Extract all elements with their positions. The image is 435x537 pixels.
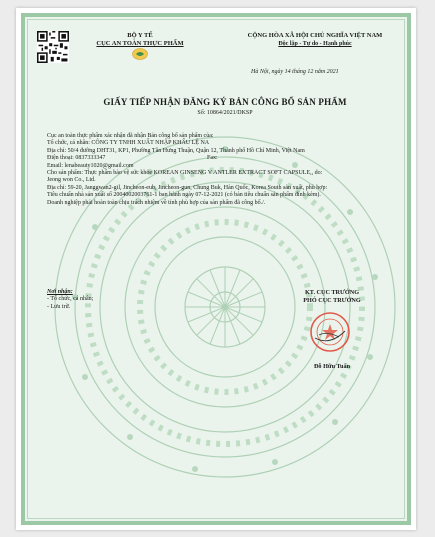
manufacturer-line: Jeong won Co., Ltd. <box>47 177 96 184</box>
signature-subtitle: PHÓ CỤC TRƯỞNG <box>303 296 361 304</box>
document-title: GIẤY TIẾP NHẬN ĐĂNG KÝ BẢN CÔNG BỐ SẢN PHẨM <box>103 97 347 107</box>
signer-name: Đỗ Hữu Tuấn <box>313 363 351 370</box>
national-motto: Độc lập - Tự do - Hạnh phúc <box>278 41 352 47</box>
document-sheet <box>16 8 416 530</box>
country-name: CỘNG HÒA XÃ HỘI CHỦ NGHĨA VIỆT NAM <box>247 32 383 39</box>
signature-block <box>262 289 402 370</box>
standard-line: Tiêu chuẩn nhà sản xuất số 2004002003761-1 ban hành ngày 07-12-2021 (có bản tiêu chuẩn sản phẩm đính kèm). <box>47 192 321 199</box>
qr-code-icon <box>37 31 69 63</box>
signature-title: KT. CỤC TRƯỞNG <box>304 289 360 296</box>
department-name: CỤC AN TOÀN THỰC PHẨM <box>96 40 184 47</box>
ministry-name: BỘ Y TẾ <box>127 32 153 39</box>
official-stamp-icon <box>309 311 351 353</box>
food-safety-logo-icon <box>132 48 148 60</box>
phone-line: Điện thoại: 0837333347 <box>47 155 106 162</box>
manufacturer-address-line: Địa chỉ: 59-20, Janggwan2-gil, Jincheon-eub, Jincheon-gun, Chung Buk, Hàn Quốc, Korea South sản xuất, phù hợp: <box>47 184 328 191</box>
issue-date: Hà Nội, ngày 14 tháng 12 năm 2021 <box>251 69 339 75</box>
national-header <box>220 32 410 48</box>
document-number: Số: 10864/2021/DKSP <box>197 110 253 116</box>
contact-row <box>47 155 397 162</box>
recipients-block <box>47 289 177 311</box>
product-line: Cho sản phẩm: Thực phẩm bảo vệ sức khỏe KOREAN GINSENG V ANTLER EXTRACT SOFT CAPSULE,, do: <box>47 170 323 177</box>
address-line: Địa chỉ: 50/4 đường DHT31, KP1, Phường Tân Hưng Thuận, Quận 12, Thành phố Hồ Chí Minh, Việt Nam <box>47 147 305 154</box>
recipients-label: Nơi nhận: <box>47 289 73 295</box>
responsibility-line: Doanh nghiệp phải hoàn toàn chịu trách nhiệm về tính phù hợp của sản phẩm đã công bố./. <box>47 199 266 206</box>
decorative-border <box>21 13 411 525</box>
fax-line: Fax: <box>207 155 218 162</box>
intro-text: Cục an toàn thực phẩm xác nhận đã nhận Bản công bố sản phẩm của: <box>47 133 214 139</box>
email-line: Email: lenabeauty1020@gmail.com <box>47 162 134 169</box>
recipient-item: - Lưu trữ. <box>47 303 71 310</box>
document-body <box>47 133 397 207</box>
recipient-item: - Tổ chức, cá nhân; <box>47 296 94 303</box>
issuing-authority <box>85 32 195 48</box>
bronze-drum-watermark <box>45 117 405 517</box>
organization-line: Tổ chức, cá nhân: CÔNG TY TNHH XUẤT NHẬP KHẨU LỆ NA <box>47 140 210 147</box>
